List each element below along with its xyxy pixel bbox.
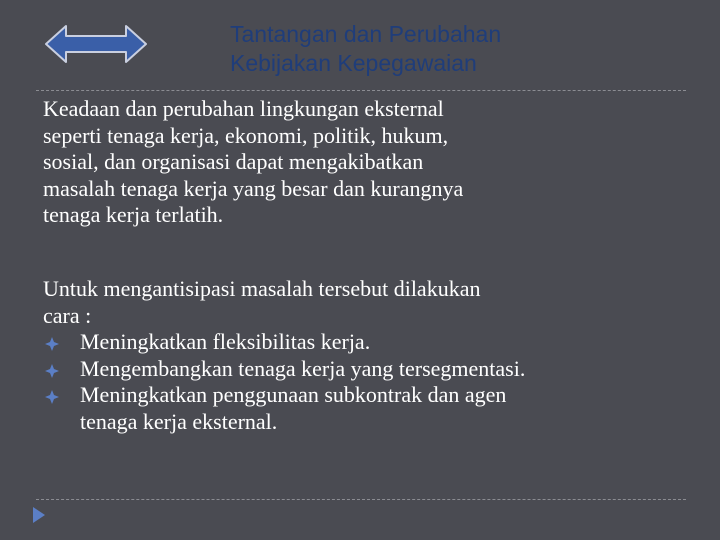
bullet-item (43, 356, 525, 383)
paragraph-1-line: tenaga kerja terlatih. (43, 202, 224, 227)
title-line-1: Tantangan dan Perubahan (230, 21, 502, 47)
paragraph-1-line: seperti tenaga kerja, ekonomi, politik, hukum, (43, 122, 449, 148)
play-triangle-icon[interactable] (32, 506, 46, 524)
bullet-text: Meningkatkan penggunaan subkontrak dan agen (80, 382, 507, 407)
paragraph-2-line: cara : (43, 302, 92, 328)
paragraph-1 (43, 96, 463, 229)
bullet-continuation: tenaga kerja eksternal. (80, 408, 278, 434)
paragraph-1-line: masalah tenaga kerja yang besar dan kurangnya (43, 175, 464, 201)
diamond-bullet-icon (45, 390, 59, 404)
bullet-item (43, 329, 525, 356)
slide-title (230, 20, 501, 78)
bullet-text: Meningkatkan fleksibilitas kerja. (80, 329, 371, 354)
paragraph-1-line: Keadaan dan perubahan lingkungan eksternal (43, 96, 444, 121)
diamond-bullet-icon (45, 364, 59, 378)
paragraph-1-line: sosial, dan organisasi dapat mengakibatkan (43, 149, 424, 174)
diamond-bullet-icon (45, 337, 59, 351)
top-divider (36, 90, 686, 91)
double-arrow-icon (44, 22, 148, 66)
paragraph-2 (43, 276, 525, 435)
bullet-item (43, 382, 525, 409)
title-line-2: Kebijakan Kepegawaian (230, 50, 477, 76)
paragraph-2-line: Untuk mengantisipasi masalah tersebut dilakukan (43, 276, 481, 301)
bullet-text: Mengembangkan tenaga kerja yang tersegmentasi. (80, 355, 526, 381)
bottom-divider (36, 499, 686, 500)
